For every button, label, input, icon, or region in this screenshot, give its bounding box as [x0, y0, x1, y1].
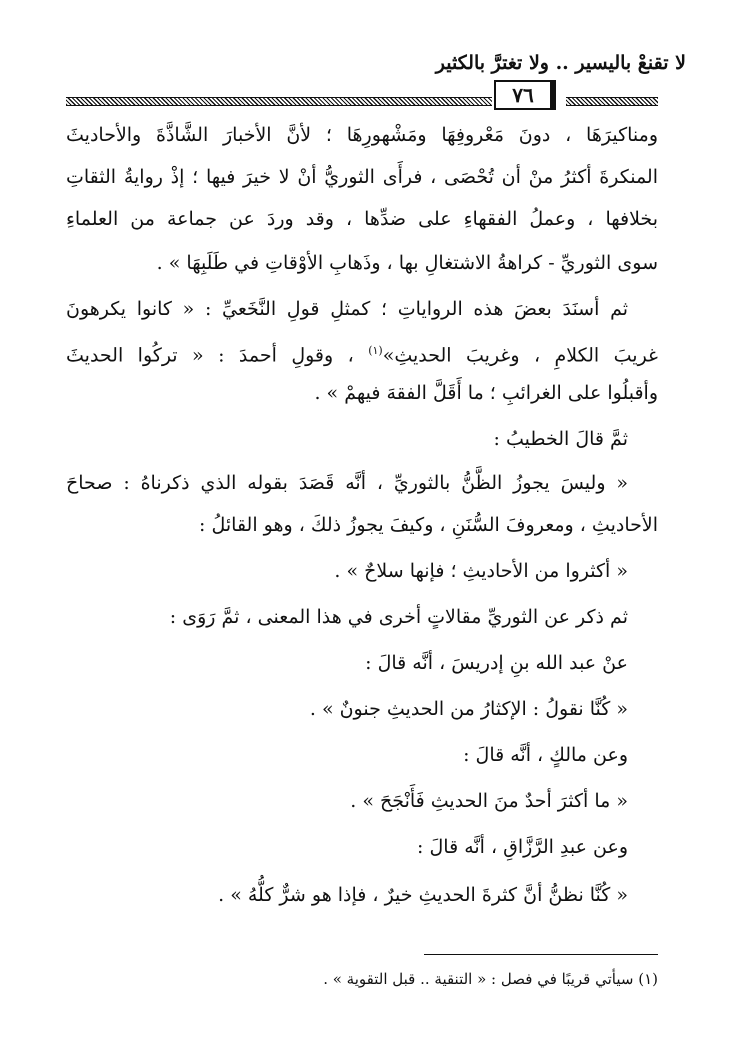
header-rule-right [566, 97, 658, 106]
header-rule-left [66, 97, 492, 106]
body-line: وأقبلُوا على الغرائبِ ؛ ما أَقَلَّ الفقهَ فيهمْ » . [314, 382, 658, 404]
body-line: ثمَّ قالَ الخطيبُ : [493, 428, 628, 450]
quote-line: « كُنَّا نظنُّ أنَّ كثرةَ الحديثِ خيرٌ ، فإذا هو شرٌّ كلُّهُ » . [218, 884, 628, 906]
quote-line: « أكثروا من الأحاديثِ ؛ فإنها سلاحٌ » . [334, 560, 628, 582]
body-line: المنكرةَ أكثرُ منْ أن تُحْصَى ، فرأَى الثوريُّ أنْ لا خيرَ فيها ؛ إذْ روايةُ الثقاتِ [66, 166, 658, 188]
body-line: وعن مالكٍ ، أنَّه قالَ : [463, 744, 628, 766]
page-number: ٧٦ [494, 80, 556, 110]
body-line [66, 336, 658, 370]
body-line: عنْ عبد الله بنِ إدريسَ ، أنَّه قالَ : [365, 652, 628, 674]
quote-line: « ما أكثرَ أحدٌ منَ الحديثِ فَأَنْجَحَ » . [350, 790, 628, 812]
body-line: ثم أسنَدَ بعضَ هذه الرواياتِ ؛ كمثلِ قولِ النَّخَعيِّ : « كانوا يكرهونَ [66, 298, 628, 320]
footnote-marker: (١) [368, 344, 383, 357]
line-part: غريبَ الكلامِ ، وغريبَ الحديثِ» [382, 344, 658, 367]
footnote: (١) سيأتي قريبًا في فصل : « التنقية .. قبل التقوية » . [323, 970, 658, 988]
quote-line: « وليسَ يجوزُ الظَّنُّ بالثوريِّ ، أنَّه قَصَدَ بقوله الذي ذكرناهُ : صحاحَ [66, 472, 628, 494]
quote-line: « كُنَّا نقولُ : الإكثارُ من الحديثِ جنونٌ » . [309, 698, 628, 720]
body-line: بخلافها ، وعملُ الفقهاءِ على ضدِّها ، وقد وردَ عن جماعة من العلماءِ [66, 208, 658, 230]
footnote-separator [424, 954, 658, 955]
body-line: ثم ذكر عن الثوريِّ مقالاتٍ أخرى في هذا المعنى ، ثمَّ رَوَى : [169, 606, 628, 628]
body-line: سوى الثوريِّ - كراهةُ الاشتغالِ بها ، وذَهابِ الأوْقاتِ في طَلَبِهَا » . [156, 252, 658, 274]
body-line: وعن عبدِ الرَّزَّاقِ ، أنَّه قالَ : [417, 836, 628, 858]
running-title: لا تقنعْ باليسير .. ولا تغترَّ بالكثير [435, 52, 686, 74]
quote-line: الأحاديثِ ، ومعروفَ السُّنَنِ ، وكيفَ يجوزُ ذلكَ ، وهو القائلُ : [199, 514, 658, 536]
body-line: ومناكيرَهَا ، دونَ مَعْروفِهَا ومَشْهورِهَا ؛ لأنَّ الأخبارَ الشَّاذَّةَ والأحاديثَ [66, 124, 658, 146]
line-part: ، وقولِ أحمدَ : « تركُوا الحديثَ [66, 344, 369, 367]
